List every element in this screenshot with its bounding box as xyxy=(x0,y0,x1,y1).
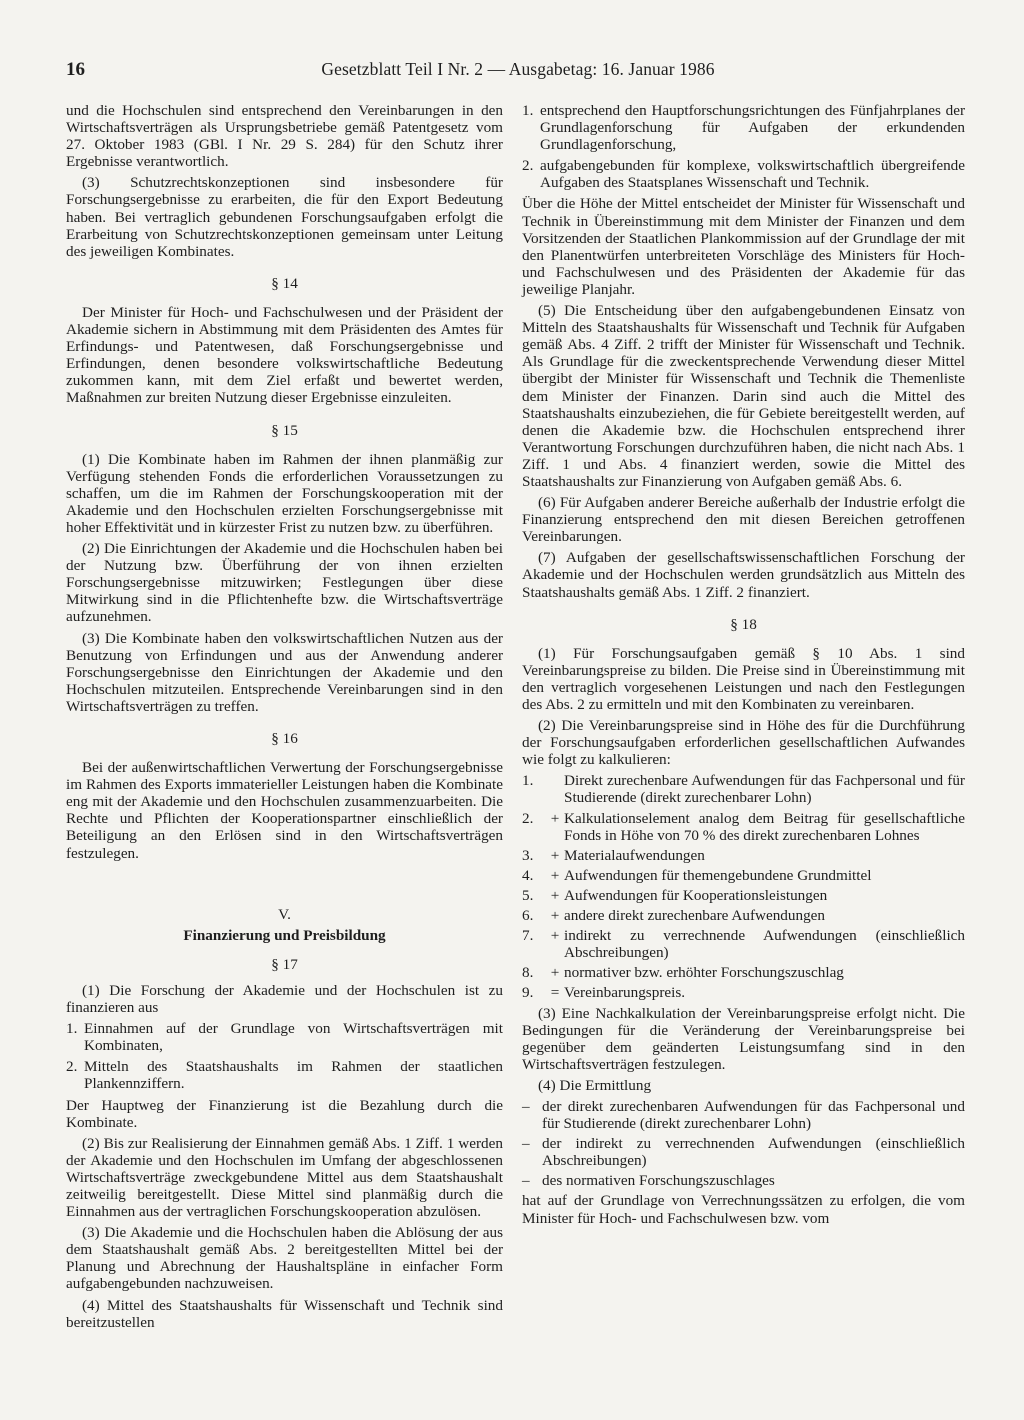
dash-text: des normativen Forschungszuschlages xyxy=(542,1172,775,1190)
list-text: Mitteln des Staatshaushalts im Rahmen der staatlichen Plankennziffern. xyxy=(84,1058,503,1093)
list-text: entsprechend den Hauptforschungsrichtungen des Fünfjahrplanes der Grundlagenforschung für Aufgaben der erkundenden Grundlagenforschung, xyxy=(540,102,965,154)
paragraph: (4) Mittel des Staatshaushalts für Wissenschaft und Technik sind bereitzustellen xyxy=(66,1296,503,1331)
calc-text: Materialaufwendungen xyxy=(564,846,705,864)
calc-operator: + xyxy=(550,964,560,982)
paragraph: (2) Die Einrichtungen der Akademie und die Hochschulen haben bei der Nutzung bzw. Überführung der von ihnen erzielten Forschungsergebnisse mitzuwirken; Festlegungen über diese Mitwirkung sind in die Pflichtenhefte bzw. die Wirtschaftsverträge aufzunehmen. xyxy=(66,540,503,626)
paragraph: Der Minister für Hoch- und Fachschulwesen und der Präsident der Akademie sichern in Abstimmung mit dem Präsidenten des Amtes für Erfindungs- und Patentwesen, daß Forschungsergebnisse und Erfindungen, denen besondere volkswirtschaftliche Bedeutung zukommen kann, mit dem Ziel erfaßt und bewertet werden, Maßnahmen zur breiten Nutzung dieser Ergebnisse einzuleiten. xyxy=(66,303,503,407)
list-number: 1. xyxy=(66,1020,78,1038)
page-number: 16 xyxy=(66,59,85,80)
calc-number: 1. xyxy=(522,772,534,790)
calc-item xyxy=(522,867,965,884)
calc-number: 7. xyxy=(522,927,534,945)
paragraph: (5) Die Entscheidung über den aufgabengebundenen Einsatz von Mitteln des Staatshaushalts für Wissenschaft und Technik für Aufgaben gemäß Abs. 4 Ziff. 2 trifft der Minister für Wissenschaft und Technik. Als Grundlage für die zweckentsprechende Verwendung dieser Mittel übergibt der Minister für Wissenschaft und Technik die Themenliste dem Minister der Finanzen. Darin sind auch die Mittel des Staatshaushalts einzubeziehen, die für Gebiete bereitgestellt werden, auf denen die Akademie bzw. die Hochschulen entsprechend ihrer Verantwortung Forschungen durchzuführen haben, die nicht nach Abs. 1 Ziff. 1 und Abs. 4 finanziert werden, sowie die Mittel des Staatshaushalts zur Finanzierung von Aufgaben gemäß Abs. 6. xyxy=(522,302,965,490)
paragraph: (3) Die Kombinate haben den volkswirtschaftlichen Nutzen aus der Benutzung von Erfindungen und aus der Anwendung anderer Forschungsergebnisse den Einrichtungen der Akademie und den Hochschulen mitzuteilen. Entsprechende Vereinbarungen sind in den Wirtschaftsverträgen zu treffen. xyxy=(66,629,503,715)
paragraph: (3) Schutzrechtskonzeptionen sind insbesondere für Forschungsergebnisse zu erarbeiten, die für den Export Bedeutung haben. Bei vertraglich gebundenen Forschungsaufgaben erfolgt die Erarbeitung von Schutzrechtskonzeptionen gemeinsam unter Leitung des jeweiligen Kombinates. xyxy=(66,174,503,260)
dash-text: der direkt zurechenbaren Aufwendungen für das Fachpersonal und für Studierende (direkt zurechenbarer Lohn) xyxy=(542,1097,965,1133)
list-number: 1. xyxy=(522,102,534,119)
calc-item xyxy=(522,907,965,924)
calc-operator: + xyxy=(550,927,560,945)
list-item xyxy=(66,1020,503,1054)
part-number: V. xyxy=(278,905,291,923)
calc-operator: + xyxy=(550,886,560,904)
calc-item xyxy=(522,847,965,864)
section-heading: § 16 xyxy=(271,730,298,747)
paragraph: und die Hochschulen sind entsprechend den Vereinbarungen in den Wirtschaftsverträgen als Ursprungsbetriebe gemäß Patentgesetz vom 27. Oktober 1983 (GBl. I Nr. 29 S. 284) für den Schutz ihrer Ergebnisse verantwortlich. xyxy=(66,102,503,171)
calc-text: Aufwendungen für themengebundene Grundmittel xyxy=(564,866,872,884)
calc-operator: + xyxy=(550,907,560,925)
paragraph: (3) Eine Nachkalkulation der Vereinbarungspreise erfolgt nicht. Die Bedingungen für die Veränderung der Vereinbarungspreise bei gegenüber dem geänderten Leistungsumfang sind in den Wirtschaftsverträgen festzulegen. xyxy=(522,1004,965,1073)
calc-text: Vereinbarungspreis. xyxy=(564,984,686,1002)
paragraph: hat auf der Grundlage von Verrechnungssätzen zu erfolgen, die vom Minister für Hoch- und Fachschulwesen bzw. vom xyxy=(522,1192,965,1227)
dash-item xyxy=(522,1098,965,1132)
calc-number: 5. xyxy=(522,886,534,904)
dash-marker: – xyxy=(522,1135,530,1153)
paragraph: Über die Höhe der Mittel entscheidet der Minister für Wissenschaft und Technik in Übereinstimmung mit dem Minister der Finanzen und dem Vorsitzenden der Staatlichen Plankommission auf der Grundlage der mit den Planentwürfen unterbreiteten Vorschläge des Ministers für Hoch- und Fachschulwesen und des Präsidenten der Akademie für das jeweilige Planjahr. xyxy=(522,195,965,298)
dash-item xyxy=(522,1135,965,1169)
calc-number: 9. xyxy=(522,984,534,1002)
paragraph: (2) Bis zur Realisierung der Einnahmen gemäß Abs. 1 Ziff. 1 werden der Akademie und den Hochschulen im Umfang der abgeschlossenen Wirtschaftsverträge zweckgebundene Mittel aus dem Staatshaushalt zeitweilig bereitgestellt. Diese Mittel sind planmäßig durch die Einnahmen aus der vertraglichen Forschungskooperation abzulösen. xyxy=(66,1134,503,1221)
section-heading: § 15 xyxy=(271,421,298,439)
list-item xyxy=(522,102,965,153)
dash-text: der indirekt zu verrechnenden Aufwendungen (einschließlich Abschreibungen) xyxy=(542,1135,965,1170)
dash-marker: – xyxy=(522,1172,530,1190)
calc-operator: + xyxy=(550,809,560,827)
calc-number: 2. xyxy=(522,809,534,827)
calc-number: 3. xyxy=(522,846,534,864)
calc-number: 4. xyxy=(522,866,534,884)
paragraph: (7) Aufgaben der gesellschaftswissenschaftlichen Forschung der Akademie und der Hochschulen werden grundsätzlich aus Mitteln des Staatshaushalts gemäß Abs. 1 Ziff. 2 finanziert. xyxy=(522,549,965,601)
header-title: Gesetzblatt Teil I Nr. 2 — Ausgabetag: 16. Januar 1986 xyxy=(321,59,715,79)
section-heading: § 17 xyxy=(271,955,298,973)
calc-item xyxy=(522,810,965,844)
left-column xyxy=(66,102,503,1335)
dash-marker: – xyxy=(522,1097,530,1115)
paragraph: Bei der außenwirtschaftlichen Verwertung der Forschungsergebnisse im Rahmen des Exports immaterieller Leistungen haben die Kombinate eng mit der Akademie und den Hochschulen zusammenzuarbeiten. Die Rechte und Pflichten der Kooperationspartner einschließlich der Beteiligung an den Erlösen sind in den Wirtschaftsverträgen festzulegen. xyxy=(66,759,503,862)
paragraph: (4) Die Ermittlung xyxy=(538,1076,652,1094)
list-item xyxy=(66,1058,503,1092)
paragraph: (2) Die Vereinbarungspreise sind in Höhe des für die Durchführung der Forschungsaufgaben erforderlichen gesellschaftlichen Aufwandes wie folgt zu kalkulieren: xyxy=(522,717,965,769)
list-number: 2. xyxy=(522,157,534,175)
calc-operator: + xyxy=(550,866,560,884)
dash-item xyxy=(522,1172,965,1189)
paragraph: (1) Die Kombinate haben im Rahmen der ihnen planmäßig zur Verfügung stehenden Fonds die erforderlichen Voraussetzungen zu schaffen, um die im Rahmen der Forschungskooperation mit der Akademie und den Hochschulen erzielten Forschungsergebnisse mit hoher Effektivität und in kürzester Frist zu nutzen bzw. zu überführen. xyxy=(66,450,503,536)
section-heading: § 14 xyxy=(271,274,298,292)
list-number: 2. xyxy=(66,1058,78,1076)
calc-text: indirekt zu verrechnende Aufwendungen (einschließlich Abschreibungen) xyxy=(564,927,965,962)
list-text: Einnahmen auf der Grundlage von Wirtschaftsverträgen mit Kombinaten, xyxy=(84,1020,503,1055)
right-column xyxy=(522,102,965,1231)
calc-item xyxy=(522,964,965,981)
paragraph: (3) Die Akademie und die Hochschulen haben die Ablösung der aus dem Staatshaushalt gemäß Abs. 2 bereitgestellten Mittel bei der Planung und Abrechnung der Haushaltspläne in einfacher Form aufgabengebunden nachzuweisen. xyxy=(66,1224,503,1293)
paragraph: (6) Für Aufgaben anderer Bereiche außerhalb der Industrie erfolgt die Finanzierung entsprechend den mit diesen Bereichen getroffenen Vereinbarungen. xyxy=(522,494,965,546)
calc-text: Direkt zurechenbare Aufwendungen für das Fachpersonal und für Studierende (direkt zurechenbarer Lohn) xyxy=(564,772,965,807)
calc-item xyxy=(522,772,965,806)
calc-operator: + xyxy=(550,846,560,864)
calc-text: normativer bzw. erhöhter Forschungszuschlag xyxy=(564,964,844,982)
page-header xyxy=(66,59,970,83)
calc-text: Aufwendungen für Kooperationsleistungen xyxy=(564,886,828,904)
list-text: aufgabengebunden für komplexe, volkswirtschaftlich übergreifende Aufgaben des Staatsplanes Wissenschaft und Technik. xyxy=(540,157,965,192)
calc-text: andere direkt zurechenbare Aufwendungen xyxy=(564,907,826,925)
calc-text: Kalkulationselement analog dem Beitrag für gesellschaftliche Fonds in Höhe von 70 % des direkt zurechenbaren Lohnes xyxy=(564,809,965,844)
paragraph: (1) Für Forschungsaufgaben gemäß § 10 Abs. 1 sind Vereinbarungspreise zu bilden. Die Preise sind in Übereinstimmung mit den vertraglich vorgesehenen Leistungen und nach den Festlegungen des Abs. 2 zu ermitteln und mit den Kombinaten zu vereinbaren. xyxy=(522,644,965,713)
calc-number: 6. xyxy=(522,907,534,925)
calc-operator: = xyxy=(550,984,560,1002)
paragraph: (1) Die Forschung der Akademie und der Hochschulen ist zu finanzieren aus xyxy=(66,981,503,1017)
calc-item xyxy=(522,887,965,904)
calc-number: 8. xyxy=(522,964,534,982)
calc-item xyxy=(522,984,965,1001)
calc-item xyxy=(522,927,965,961)
calc-operator xyxy=(546,772,564,806)
part-title: Finanzierung und Preisbildung xyxy=(183,926,386,944)
section-heading: § 18 xyxy=(730,615,757,633)
list-item xyxy=(522,157,965,191)
paragraph: Der Hauptweg der Finanzierung ist die Bezahlung durch die Kombinate. xyxy=(66,1096,503,1131)
